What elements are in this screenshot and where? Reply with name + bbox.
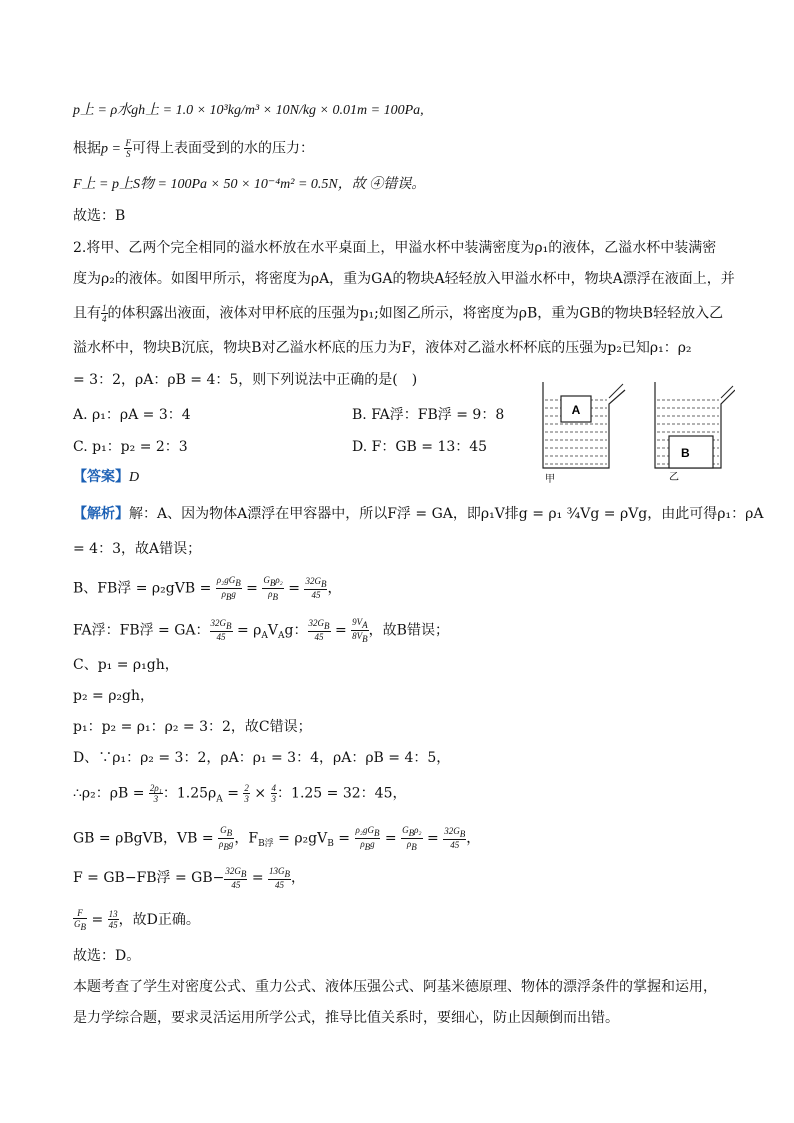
- figure-label-yi: 乙: [669, 472, 679, 483]
- analysis-d-1: [73, 748, 450, 768]
- text: F上 = p上S物 = 100Pa × 50 × 10⁻⁴m² = 0.5N，故 ④错误。: [73, 177, 426, 192]
- formula-pressure-top: [73, 101, 424, 121]
- text: p₂ = ρ₂gh，: [73, 688, 155, 704]
- text: 故选：D。: [73, 948, 141, 964]
- text: GB = ρBgVB，VB =: [73, 830, 219, 847]
- frac: $\frac{32G_B}{45}$: [308, 618, 330, 643]
- cup-jia: [543, 382, 625, 485]
- analysis-d-5: $\frac{F}{G_B}$ = $\frac{13}{45}$ ，故D正确。: [74, 908, 200, 932]
- question-line-3: [73, 303, 723, 324]
- analysis-c-2: [73, 686, 154, 706]
- text: 解：A、因为物体A漂浮在甲容器中，所以F浮 = GA，即ρ₁V排g = ρ₁ ¾Vg = ρVg，由此可得ρ₁：ρA: [129, 506, 764, 522]
- frac: $\frac{G_B}{\rho_Bg}$: [219, 825, 234, 852]
- text: 故选：B: [73, 208, 126, 224]
- frac: $\frac{G_B\rho_2}{\rho_B}$: [263, 575, 283, 602]
- text: B、FB浮 = ρ₂gVB =: [73, 580, 216, 597]
- analysis-b-1: B、FB浮 = ρ₂gVB = $\frac{\rho_2gG_B}{\rho_Bg}$ = $\frac{G_B\rho_2}{\rho_B}$ = $\frac{32G_B}{45}$ ，: [73, 575, 342, 602]
- text: 且有: [73, 305, 101, 322]
- frac: $\frac{9V_A}{8V_B}$: [352, 617, 368, 644]
- frac: $\frac{\rho_2gG_B}{\rho_Bg}$: [355, 825, 380, 852]
- analysis-line-2: [73, 539, 201, 559]
- text: 是力学综合题，要求灵活运用所学公式，推导比值关系时，要细心，防止因颠倒而出错。: [73, 1010, 619, 1026]
- question-line-1: [73, 238, 716, 258]
- frac: $\frac{32G_B}{45}$: [210, 618, 232, 643]
- block-b: [669, 436, 713, 468]
- frac: $\frac{\rho_2gG_B}{\rho_Bg}$: [216, 575, 241, 602]
- final-select: [73, 946, 140, 966]
- frac: $\frac{32G_B}{45}$: [305, 576, 327, 601]
- analysis-c-1: [73, 655, 179, 675]
- p-eq: p =: [101, 141, 125, 157]
- formula-line-2: [73, 138, 314, 160]
- text: = 3：2，ρA：ρB = 4：5，则下列说法中正确的是( ): [73, 372, 418, 388]
- analysis-b-2: FA浮：FB浮 = GA： $\frac{32G_B}{45}$ = $\rho_AV_Ag$： $\frac{32G_B}{45}$ = $\frac{9V_A}{8V_B}$ ，故B错误；: [73, 617, 449, 644]
- option-a: A. ρ₁：ρA = 3：4: [73, 407, 191, 423]
- frac: $\frac{G_B\rho_2}{\rho_B}$: [402, 825, 422, 852]
- option-d: D. F：GB = 13：45: [352, 439, 488, 455]
- text: = 4：3，故A错误；: [73, 541, 202, 557]
- analysis-tag: 【解析】: [73, 506, 129, 522]
- question-line-2: [73, 269, 735, 289]
- frac: $\frac{13G_B}{45}$: [269, 866, 291, 890]
- text: 的体积露出液面，液体对甲杯底的压强为p₁;如图乙所示，将密度为ρB，重为GB的物块B轻轻放入乙: [107, 305, 724, 322]
- cups-figure: [535, 376, 735, 486]
- option-c: C. p₁：p₂ = 2：3: [73, 439, 188, 455]
- figure-label-jia: 甲: [545, 474, 555, 485]
- text: p上 = ρ水gh上 = 1.0 × 10³kg/m³ × 10N/kg × 0.01m = 100Pa,: [73, 103, 424, 118]
- block-a-label: A: [571, 403, 581, 417]
- text: 2.将甲、乙两个完全相同的溢水杯放在水平桌面上，甲溢水杯中装满密度为ρ₁的液体，乙溢水杯中装满密: [73, 240, 717, 256]
- analysis-d-4: F = GB−FB浮 = GB− $\frac{32G_B}{45}$ = $\frac{13G_B}{45}$ ，: [73, 866, 306, 890]
- text: 度为ρ₂的液体。如图甲所示，将密度为ρA，重为GA的物块A轻轻放入甲溢水杯中，物块A漂浮在液面上，并: [73, 271, 735, 287]
- text: F = GB−FB浮 = GB−: [73, 869, 225, 886]
- frac: $\frac{32G_B}{45}$: [225, 866, 247, 890]
- text: ，故B错误；: [368, 622, 449, 639]
- text: C、p₁ = ρ₁gh，: [73, 657, 179, 673]
- analysis-d-3: GB = ρBgVB，VB = $\frac{G_B}{\rho_Bg}$ ，$F_{B浮} = \rho_2gV_B$ = $\frac{\rho_2gG_B}{\rho_Bg}$ = $\frac{G_B\rho_2}{\rho_B}$ = $\frac{32G_B}{45}$ ，: [73, 825, 481, 852]
- frac: $\frac{32G_B}{45}$: [444, 826, 466, 851]
- answer-prev: [73, 206, 125, 226]
- analysis-d-2: ∴ρ₂：ρB = $\frac{\text{2ρ₁}}{3}$ ：$1.25\rho_A$ = $\frac{2}{3}$ × $\frac{4}{3}$ ：1.25 = 32：45，: [73, 783, 407, 805]
- frac: $\frac{13}{45}$: [108, 909, 118, 931]
- analysis-c-3: [73, 717, 312, 737]
- text: 本题考查了学生对密度公式、重力公式、液体压强公式、阿基米德原理、物体的漂浮条件的掌握和运用，: [73, 979, 717, 995]
- text: D、∵ρ₁：ρ₂ = 3：2，ρA：ρ₁ = 3：4，ρA：ρB = 4：5，: [73, 750, 451, 766]
- frac: $\frac{\text{2ρ₁}}{3}$: [149, 783, 162, 804]
- frac: $\frac{2}{3}$: [244, 783, 249, 804]
- formula-force-top: [73, 175, 425, 195]
- text: 溢水杯中，物块B沉底，物块B对乙溢水杯底的压力为F，液体对乙溢水杯杯底的压强为p₂已知ρ₁：ρ₂: [73, 340, 692, 356]
- fraction-F-over-S: $\frac{F}{S}$: [125, 138, 131, 159]
- question-line-4: [73, 338, 692, 358]
- summary-line-2: [73, 1008, 619, 1028]
- answer-value: D: [129, 470, 140, 485]
- analysis-line-1: [73, 504, 763, 524]
- text: FA浮：FB浮 = GA：: [73, 622, 210, 639]
- text: 可得上表面受到的水的压力：: [131, 140, 314, 157]
- option-b: B. FA浮：FB浮 = 9：8: [352, 407, 505, 423]
- text: p₁：p₂ = ρ₁：ρ₂ = 3：2，故C错误；: [73, 719, 312, 735]
- cup-yi: [655, 382, 735, 483]
- fraction-1-4: $\frac{1}{4}$: [102, 303, 107, 324]
- text: 根据: [73, 140, 101, 157]
- answer-line: [73, 467, 139, 488]
- summary-line-1: [73, 977, 717, 997]
- block-b-label: B: [681, 446, 690, 460]
- text: ∴ρ₂：ρB =: [73, 785, 149, 802]
- question-line-5: [73, 370, 417, 390]
- text: ，故D正确。: [118, 911, 200, 928]
- frac: $\frac{4}{3}$: [271, 783, 277, 804]
- frac: $\frac{F}{G_B}$: [74, 908, 86, 932]
- answer-tag: 【答案】: [73, 469, 129, 485]
